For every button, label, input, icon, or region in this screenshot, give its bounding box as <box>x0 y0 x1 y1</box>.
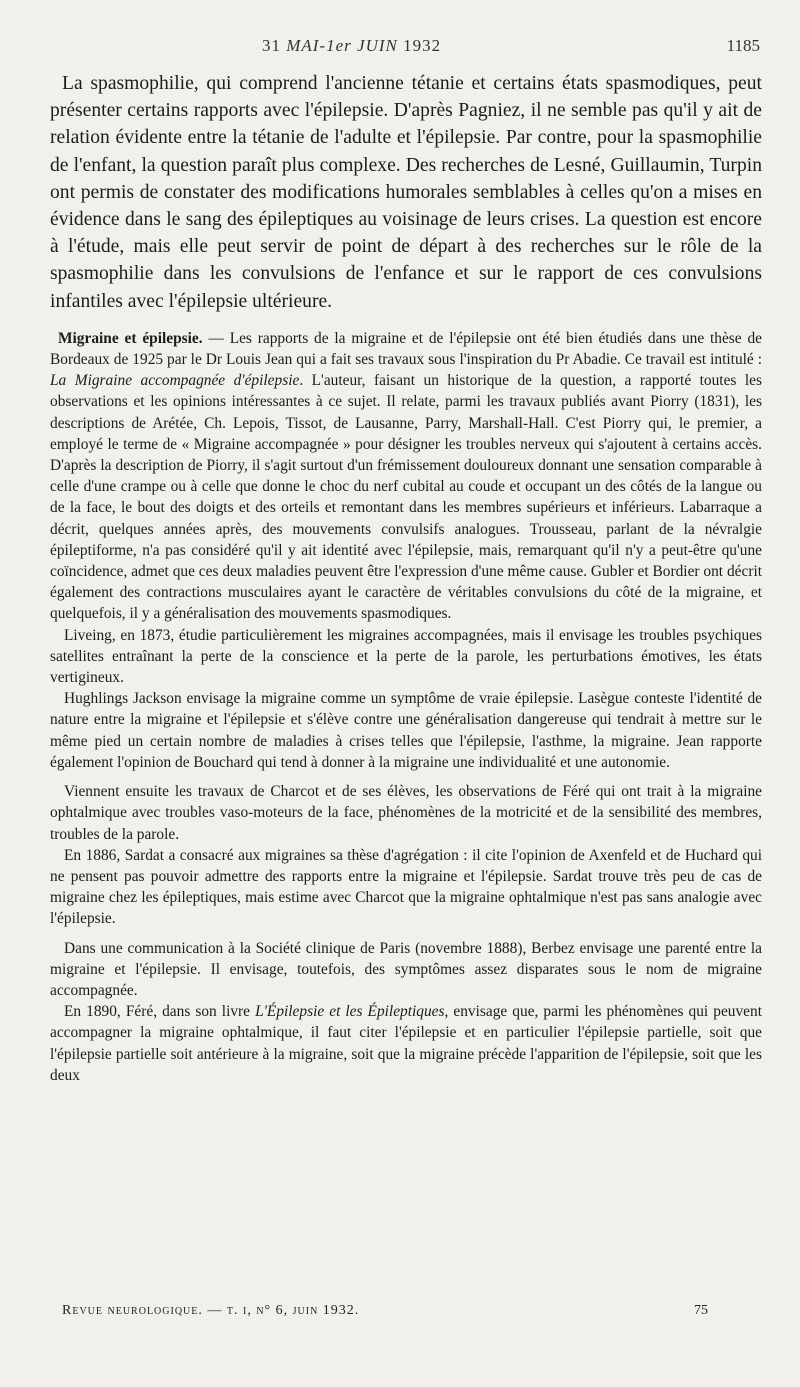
text-run: , envisage que, parmi les phénomènes qui peuvent accompagner la migraine ophtalmique, il faut citer l'épilepsie et en particulier l'épilepsie partielle, soit que l'épilepsie partielle soit antérieure à la migraine, soit que la migraine précède l'apparition de l'épilepsie, soit que les deux <box>50 1003 762 1084</box>
issue-date <box>262 36 441 56</box>
journal-citation: Revue neurologique. — t. i, n° 6, juin 1932. <box>62 1303 360 1318</box>
paragraph-berbez: Dans une communication à la Société clinique de Paris (novembre 1888), Berbez envisage une parenté entre la migraine et l'épilepsie. Il envisage, toutefois, des symptômes assez disparates sous le nom de migraine accompagnée. <box>50 939 762 999</box>
page-number: 1185 <box>726 36 760 55</box>
running-head <box>0 36 800 60</box>
paragraph-spasmophilie: La spasmophilie, qui comprend l'ancienne tétanie et certains états spasmodiques, peut présenter certains rapports avec l'épilepsie. D'après Pagniez, il ne semble pas qu'il y ait de relation évidente entre la tétanie de l'adulte et l'épilepsie. Par contre, pour la spasmophilie de l'enfant, la question paraît plus complexe. Des recherches de Lesné, Guillaumin, Turpin ont permis de constater des modifications humorales semblables à celles qu'on a mises en évidence dans le sang des épileptiques au voisinage de leurs crises. La question est encore à l'étude, mais elle peut servir de point de départ à des recherches sur le rôle de la spasmophilie dans les convulsions de l'enfance et sur le rapport de ces convulsions infantiles avec l'épilepsie ultérieure. <box>50 73 762 312</box>
paragraph-liveing: Liveing, en 1873, étudie particulièrement les migraines accompagnées, mais il envisage les troubles psychiques satellites entraînant la perte de la conscience et la perte de la parole, les perturbations émotives, les états vertigineux. <box>50 626 762 687</box>
date-month: MAI-1er JUIN <box>286 36 398 55</box>
date-day: 31 <box>262 36 287 55</box>
book-title: L'Épilepsie et les Épileptiques <box>255 1003 445 1021</box>
text-run: . L'auteur, faisant un historique de la question, a rapporté toutes les observations et les opinions intéressantes à ce sujet. Il relate, parmi les travaux publiés avant Piorry (1831), les descriptions de Arétée, Ch. Lepois, Tissot, de Lausanne, Parry, Marshall-Hall. C'est Piorry qui, le premier, a employé le terme de « Migraine accompagnée » pour désigner les troubles nerveux qui s'ajoutent à certains accès. D'après la description de Piorry, il s'agit surtout d'un frémissement douloureux donnant une sensation comparable à celle d'une crampe ou à celle que donne le choc du nerf cubital au coude et occupant un des côtés de la langue ou de la face, le bout des doigts et des orteils et remontant dans les membres supérieurs et inférieurs. Labarraque a décrit, quelques années après, des mouvements convulsifs analogues. Trousseau, parlant de la névralgie épileptiforme, n'a pas considéré qu'il y ait identité avec l'épilepsie, mais, remarquant qu'il n'y a peut-être qu'une coïncidence, admet que ces deux maladies peuvent être l'expression d'une même cause. Gubler et Bordier ont décrit également des contractions musculaires ayant le caractère de véritables convulsions du côté de la migraine, et quelquefois, il y a généralisation des mouvements spasmodiques. <box>50 372 762 623</box>
paragraph-jackson: Hughlings Jackson envisage la migraine comme un symptôme de vraie épilepsie. Lasègue conteste l'identité de nature entre la migraine et l'épilepsie et s'élève contre une généralisation dangereuse qui tendrait à mettre sur le même pied un certain nombre de maladies à crises telles que l'épilepsie, l'asthme, la migraine. Jean rapporte également l'opinion de Bouchard qui tend à donner à la migraine une individualité et une autonomie. <box>50 690 762 771</box>
paragraph-sardat: En 1886, Sardat a consacré aux migraines sa thèse d'agrégation : il cite l'opinion de Axenfeld et de Huchard qui ne pensent pas pouvoir admettre des rapports entre la migraine et l'épilepsie. Sardat trouve très peu de cas de migraine chez les épileptiques, mais estime avec Charcot que la migraine ophtalmique n'est pas sans analogie avec l'épilepsie. <box>50 846 762 928</box>
date-year: 1932 <box>397 36 442 55</box>
sheet-number: 75 <box>694 1303 708 1318</box>
section-heading: Migraine et épilepsie. <box>58 329 203 347</box>
text-run: En 1890, Féré, dans son livre <box>64 1003 256 1021</box>
text-run: — Les rapports de la migraine et de l'épilepsie ont été bien étudiés dans une thèse de Bordeaux de 1925 par le Dr Louis Jean qui a fait ses travaux sous l'inspiration du Pr Abadie. Ce travail est intitulé : <box>50 329 762 369</box>
page-footer <box>0 1303 800 1325</box>
paragraph-charcot: Viennent ensuite les travaux de Charcot et de ses élèves, les observations de Féré qui ont trait à la migraine ophtalmique avec troubles vaso-moteurs de la face, phénomènes de la motricité et de la sensibilité des membres, troubles de la parole. <box>50 783 762 843</box>
thesis-title: La Migraine accompagnée d'épilepsie <box>50 372 300 390</box>
body-text <box>50 70 762 1086</box>
paragraph-fere <box>50 1001 762 1086</box>
paragraph-migraine-epilepsie <box>50 328 762 625</box>
